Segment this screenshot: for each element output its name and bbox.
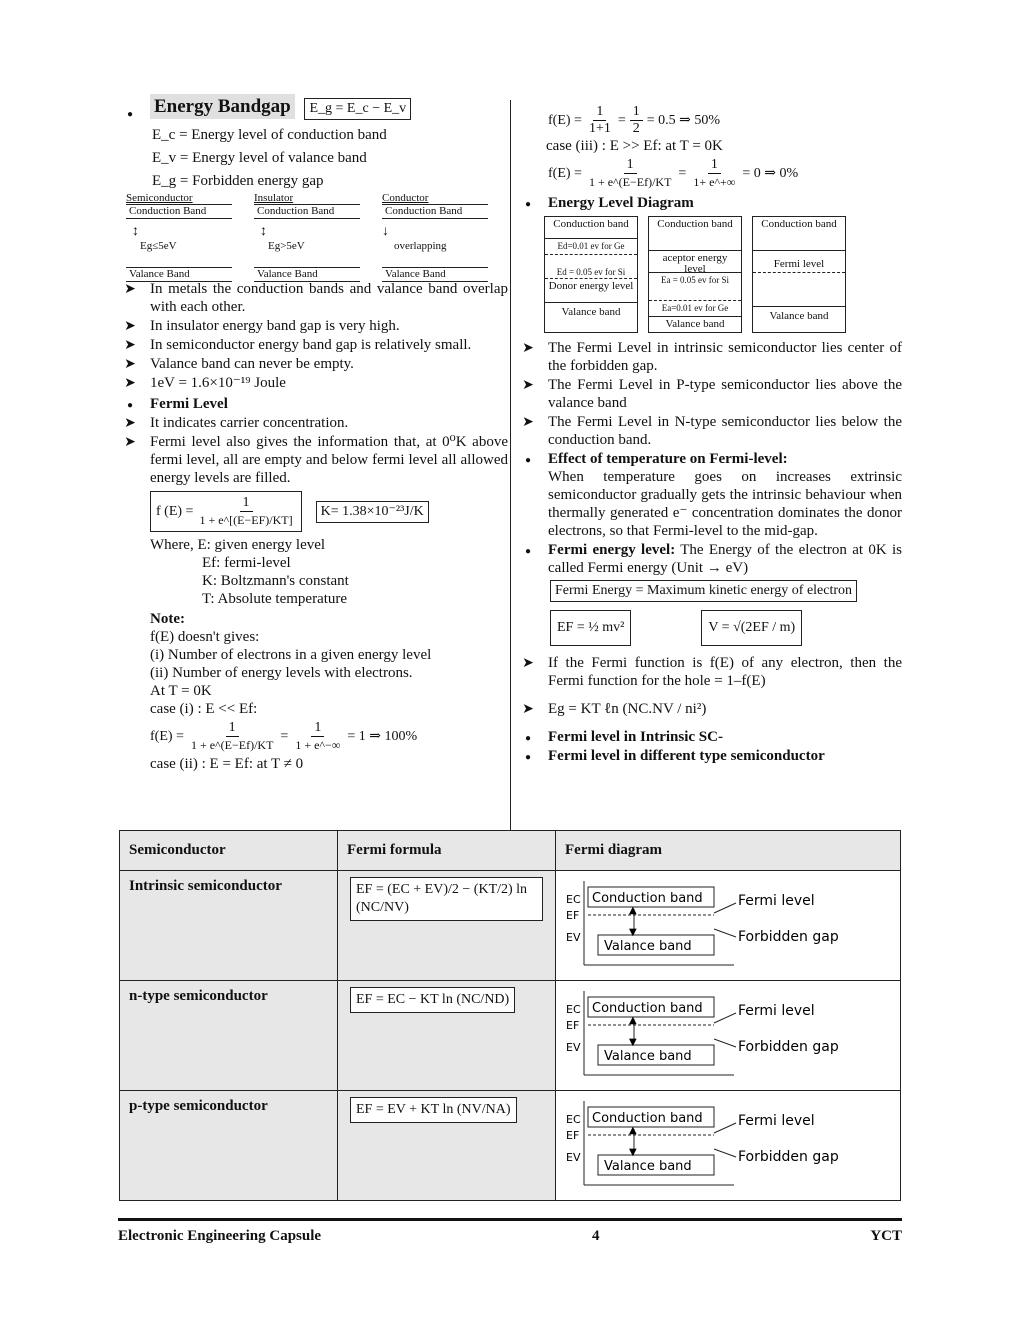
bandgap-defs — [118, 126, 508, 190]
case3-lhs: f(E) = — [548, 165, 582, 181]
band-vb: Valance Band — [382, 267, 488, 282]
bullet-icon — [518, 450, 538, 470]
ef-label: EF — [566, 909, 580, 922]
fe-box: Fermi Energy = Maximum kinetic energy of electron — [550, 580, 857, 602]
forbidden-gap-label: Forbidden gap — [738, 1149, 839, 1165]
list-item — [118, 280, 508, 316]
frac-num: 1 — [624, 157, 637, 174]
band-title: Semiconductor — [126, 192, 193, 204]
band-insulator — [254, 192, 360, 278]
arrow-bullet-icon — [120, 433, 140, 452]
note-line: case (i) : E << Ef: — [150, 701, 258, 717]
points-list-1 — [118, 280, 508, 392]
list-item — [516, 413, 902, 449]
table-header: Fermi diagram — [556, 831, 901, 871]
frac-den: 1 + e^(E−Ef)/KT — [190, 738, 274, 752]
list-item — [118, 336, 508, 354]
eld-item — [516, 194, 902, 212]
bandgap-heading: Energy Bandgap — [150, 94, 295, 119]
frac-den: 1+ e^+∞ — [693, 175, 736, 189]
temp-heading: Effect of temperature on Fermi-level: — [548, 451, 788, 467]
note-line: At T = 0K — [150, 683, 212, 699]
arrow-bullet-icon — [120, 414, 140, 433]
fermi-level-label: Fermi level — [738, 1113, 815, 1129]
valance-band-label: Valance band — [604, 939, 692, 954]
ec-label: EC — [566, 1113, 581, 1126]
case3-frac1 — [586, 157, 674, 190]
list-item-text: In semiconductor energy band gap is relatively small. — [150, 337, 472, 353]
fe-heading: Fermi energy level: — [548, 542, 676, 558]
fermi-energy-item — [516, 541, 902, 577]
row-formula-cell — [338, 1091, 556, 1201]
fe-den: 1 + e^[(E−EF)/KT] — [199, 513, 293, 527]
case2-formula — [516, 104, 902, 137]
ec-label: EC — [566, 1003, 581, 1016]
note-heading: Note: — [150, 611, 185, 627]
band-diagram-svg — [564, 1099, 894, 1195]
row-formula: EF = EV + KT ln (NV/NA) — [350, 1097, 517, 1123]
bandgap-formula: E_g = E_c − E_v — [304, 98, 411, 120]
case2-frac2 — [630, 104, 643, 137]
row-formula-cell — [338, 871, 556, 981]
equals-sign: = — [617, 112, 626, 128]
right-column — [516, 104, 902, 766]
conduction-band-label: Conduction band — [592, 891, 703, 906]
row-name: Intrinsic semiconductor — [120, 871, 338, 981]
arrow-down-icon: ▼ — [629, 1147, 637, 1158]
band-vb: Valance Band — [254, 267, 360, 282]
list-item-text: In insulator energy band gap is very high. — [150, 318, 400, 334]
fermi-diagram — [564, 989, 894, 1085]
equals-sign: = — [280, 728, 289, 744]
valance-band-label: Valance band — [604, 1049, 692, 1064]
frac-num: 1 — [593, 104, 606, 121]
equals-sign: = — [678, 165, 687, 181]
frac-den: 2 — [632, 121, 640, 136]
arrow-bullet-icon — [120, 336, 140, 355]
table-header: Fermi formula — [338, 831, 556, 871]
arrow-bullet-icon — [518, 376, 538, 395]
arrow-bullet-icon — [518, 339, 538, 358]
eld-level: Ed = 0.05 ev for Si — [545, 255, 637, 279]
bullet-icon — [518, 728, 538, 748]
fe-formulas — [516, 610, 902, 646]
list-item-text: Fermi level in Intrinsic SC- — [548, 729, 723, 745]
list-item — [516, 654, 902, 690]
fermi-level-label: Fermi level — [738, 893, 815, 909]
row-name: p-type semiconductor — [120, 1091, 338, 1201]
case2-rhs: = 0.5 ⇒ 50% — [646, 112, 721, 128]
list-item-text: Fermi level also gives the information that, at 0⁰K above fermi level, all are empty and below fermi level all allowed energy levels are filled. — [150, 434, 508, 486]
case3-frac2 — [690, 157, 738, 190]
band-vb: Valance Band — [126, 267, 232, 282]
note-block — [118, 610, 508, 773]
frac-num: 1 — [311, 720, 324, 737]
case2-frac1 — [586, 104, 614, 137]
band-gap — [254, 219, 360, 267]
where-line: Ef: fermi-level — [202, 555, 291, 571]
case3-formula — [516, 157, 902, 190]
where-line: Where, E: given energy level — [150, 537, 326, 553]
fe-text: The Energy of the electron at 0K is called Fermi energy (Unit → eV) — [548, 542, 902, 576]
band-title: Insulator — [254, 192, 294, 204]
frac-num: 1 — [226, 720, 239, 737]
fermi-pointer — [714, 903, 736, 913]
valance-band-label: Valance band — [604, 1159, 692, 1174]
where-line: K: Boltzmann's constant — [202, 573, 349, 589]
note-line: (ii) Number of energy levels with electrons. — [150, 665, 413, 681]
band-cb: Conduction Band — [254, 204, 360, 219]
page-number: 4 — [591, 1228, 600, 1244]
eld-heading: Energy Level Diagram — [548, 195, 694, 211]
table-header: Semiconductor — [120, 831, 338, 871]
band-gap-label: Eg>5eV — [268, 240, 305, 252]
fermi-level-label: Fermi level — [738, 1003, 815, 1019]
footer-publisher: YCT — [870, 1228, 902, 1244]
band-diagram-svg — [564, 989, 894, 1085]
band-gap — [382, 219, 488, 267]
band-diagram-svg — [564, 879, 894, 975]
band-conductor — [382, 192, 488, 278]
bandgap-item — [118, 98, 508, 120]
temperature-item — [516, 450, 902, 540]
case1-rhs: = 1 ⇒ 100% — [347, 728, 418, 744]
fe-lhs: f (E) = — [156, 503, 194, 519]
case1-frac1 — [188, 720, 276, 753]
ev-label: EV — [566, 1041, 581, 1054]
eg-formula: Eg = KT ℓn (NC.NV / ni²) — [548, 701, 707, 717]
eld-cb: Conduction band — [753, 217, 845, 251]
arrow-bullet-icon — [120, 374, 140, 393]
band-title: Conductor — [382, 192, 429, 204]
down-arrow-icon: ↓ — [382, 224, 389, 239]
case3-rhs: = 0 ⇒ 0% — [742, 165, 799, 181]
forbidden-gap-label: Forbidden gap — [738, 929, 839, 945]
band-semiconductor — [126, 192, 232, 278]
gap-pointer — [714, 929, 736, 937]
arrow-bullet-icon — [120, 280, 140, 299]
column-divider — [510, 100, 511, 830]
eld-ptype — [648, 216, 742, 333]
list-item — [516, 728, 902, 746]
boltzmann-box: K= 1.38×10⁻²³J/K — [316, 501, 429, 523]
band-gap — [126, 219, 232, 267]
list-item-text: If the Fermi function is f(E) of any electron, then the Fermi function for the hole = 1–f(E) — [548, 655, 902, 689]
def-ec: E_c = Energy level of conduction band — [152, 127, 387, 143]
list-item-text: In metals the conduction bands and valance band overlap with each other. — [150, 281, 508, 315]
left-column — [118, 98, 508, 773]
band-gap-label: overlapping — [394, 240, 447, 252]
arrow-bullet-icon — [120, 317, 140, 336]
case1-frac2 — [292, 720, 343, 753]
row-formula: EF = EC − KT ln (NC/ND) — [350, 987, 515, 1013]
list-item-text: Valance band can never be empty. — [150, 356, 354, 372]
row-diagram-cell — [556, 871, 901, 981]
eld-vb: Valance band — [769, 310, 829, 322]
frac-den: 1 + e^−∞ — [295, 738, 341, 752]
list-item — [118, 374, 508, 392]
gap-pointer — [714, 1039, 736, 1047]
fermi-level-item — [118, 395, 508, 413]
eld-ntype — [544, 216, 638, 333]
list-item — [118, 414, 508, 432]
ef-label: EF — [566, 1019, 580, 1032]
list-item-text: Fermi level in different type semiconductor — [548, 748, 825, 764]
fe-box-wrap — [516, 580, 902, 602]
list-item — [118, 317, 508, 335]
page-footer — [118, 1218, 902, 1245]
table-row — [120, 1091, 901, 1201]
list-item — [516, 376, 902, 412]
note-line: f(E) doesn't gives: — [150, 629, 260, 645]
row-diagram-cell — [556, 1091, 901, 1201]
ev-label: EV — [566, 931, 581, 944]
fermi-function — [118, 491, 508, 532]
arrow-bullet-icon — [518, 413, 538, 432]
list-item-text: 1eV = 1.6×10⁻¹⁹ Joule — [150, 375, 286, 391]
case1-formula — [150, 720, 508, 753]
eld-gap — [753, 273, 845, 307]
arrow-bullet-icon — [518, 654, 538, 673]
conduction-band-label: Conduction band — [592, 1001, 703, 1016]
row-diagram-cell — [556, 981, 901, 1091]
ef-formula: EF = ½ mv² — [550, 610, 631, 646]
eld-intrinsic — [752, 216, 846, 333]
eld-cb: Conduction band — [649, 217, 741, 251]
eld-vb: Valance band — [665, 318, 725, 330]
eld-fermi: Fermi level — [753, 251, 845, 273]
case3-text: case (iii) : E >> Ef: at T = 0K — [546, 138, 723, 154]
arrow-down-icon: ▼ — [629, 927, 637, 938]
ev-label: EV — [566, 1151, 581, 1164]
def-eg: E_g = Forbidden energy gap — [152, 173, 324, 189]
bullet-icon — [120, 395, 140, 415]
where-block — [118, 536, 508, 608]
fermi-function-formula — [150, 491, 302, 532]
table-row — [120, 981, 901, 1091]
list-item — [118, 355, 508, 373]
forbidden-gap-label: Forbidden gap — [738, 1039, 839, 1055]
list-item-text: The Fermi Level in N-type semiconductor lies below the conduction band. — [548, 414, 902, 448]
row-formula-cell — [338, 981, 556, 1091]
arrow-up-icon: ▲ — [629, 1015, 637, 1026]
case2-text: case (ii) : E = Ef: at T ≠ 0 — [150, 756, 304, 772]
arrow-bullet-icon — [518, 700, 538, 719]
case2-lhs: f(E) = — [548, 112, 582, 128]
updown-arrow-icon: ↕ — [260, 224, 267, 239]
band-comparison — [126, 192, 508, 278]
eld-level: Ea=0.01 ev for Ge — [649, 301, 741, 317]
arrow-up-icon: ▲ — [629, 905, 637, 916]
fe-fraction — [196, 495, 295, 528]
row-name: n-type semiconductor — [120, 981, 338, 1091]
band-gap-label: Eg≤5eV — [140, 240, 177, 252]
eld-acceptor: aceptor energy level — [649, 251, 741, 273]
where-line: T: Absolute temperature — [202, 591, 348, 607]
list-item — [516, 700, 902, 718]
eld-cb: Conduction band — [545, 217, 637, 239]
v-formula: V = √(2EF / m) — [701, 610, 802, 646]
temp-text: When temperature goes on increases extrinsic semiconductor gradually gets the intrinsic behaviour when thermally generated e⁻ concentration dominates the donor electrons, so that Fermi-level to the mid-gap. — [548, 469, 902, 539]
list-item-text: The Fermi Level in intrinsic semiconductor lies center of the forbidden gap. — [548, 340, 902, 374]
bullet-icon — [518, 747, 538, 767]
fermi-table — [119, 830, 901, 1201]
bullet-icon — [518, 541, 538, 561]
frac-num: 1 — [708, 157, 721, 174]
updown-arrow-icon: ↕ — [132, 224, 139, 239]
table-row — [120, 871, 901, 981]
frac-den: 1+1 — [588, 121, 611, 136]
list-item-text: It indicates carrier concentration. — [150, 415, 349, 431]
footer-title: Electronic Engineering Capsule — [118, 1228, 322, 1244]
list-item — [516, 747, 902, 765]
eld-vb: Valance band — [561, 306, 621, 318]
arrow-bullet-icon — [120, 355, 140, 374]
frac-num: 1 — [630, 104, 643, 121]
bullet-icon — [120, 104, 140, 124]
ec-label: EC — [566, 893, 581, 906]
band-cb: Conduction Band — [126, 204, 232, 219]
fe-num: 1 — [240, 495, 253, 512]
arrow-down-icon: ▼ — [629, 1037, 637, 1048]
fermi-pointer — [714, 1123, 736, 1133]
fermi-pointer — [714, 1013, 736, 1023]
def-ev: E_v = Energy level of valance band — [152, 150, 367, 166]
bullet-icon — [518, 194, 538, 214]
note-line: (i) Number of electrons in a given energy level — [150, 647, 432, 663]
eld-donor: Donor energy level — [545, 279, 637, 303]
gap-pointer — [714, 1149, 736, 1157]
frac-den: 1 + e^(E−Ef)/KT — [588, 175, 672, 189]
energy-level-diagram — [544, 216, 902, 333]
list-item-text: The Fermi Level in P-type semiconductor lies above the valance band — [548, 377, 902, 411]
list-item — [516, 339, 902, 375]
table-header-row — [120, 831, 901, 871]
row-formula: EF = (EC + EV)/2 − (KT/2) ln (NC/NV) — [350, 877, 543, 921]
case1-lhs: f(E) = — [150, 728, 184, 744]
eld-level: Ed=0.01 ev for Ge — [545, 239, 637, 255]
fermi-diagram — [564, 879, 894, 975]
fermi-diagram — [564, 1099, 894, 1195]
eld-level: Ea = 0.05 ev for Si — [649, 273, 741, 301]
list-item — [118, 433, 508, 487]
conduction-band-label: Conduction band — [592, 1111, 703, 1126]
fermi-heading: Fermi Level — [150, 396, 228, 412]
arrow-up-icon: ▲ — [629, 1125, 637, 1136]
band-cb: Conduction Band — [382, 204, 488, 219]
ef-label: EF — [566, 1129, 580, 1142]
